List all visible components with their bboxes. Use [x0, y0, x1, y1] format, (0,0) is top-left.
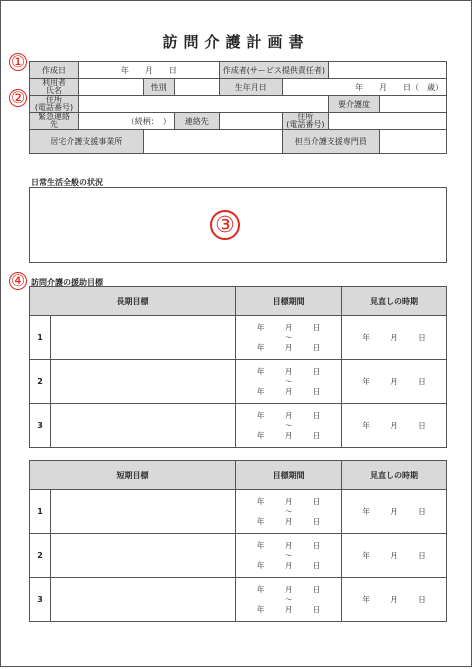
long-goal-cell[interactable] — [51, 404, 236, 448]
care-level-label: 要介護度 — [329, 96, 380, 113]
date-day: 日 — [312, 516, 321, 526]
marker-2: ② — [10, 88, 26, 107]
short-goal-cell[interactable] — [51, 534, 236, 578]
short-review-header: 見直しの時期 — [342, 461, 447, 490]
date-year: 年 — [362, 506, 370, 516]
date-tilde: ～ — [284, 550, 293, 560]
long-period-cell[interactable] — [236, 360, 342, 404]
date-year: 年 — [256, 540, 265, 550]
relation-value[interactable]: （続柄： ） — [79, 113, 175, 130]
date-month: 月 — [284, 366, 293, 376]
creator-value[interactable] — [329, 62, 447, 79]
emergency-contact-label: 緊急連絡 先 — [30, 113, 79, 130]
date-day: 日 — [312, 496, 321, 506]
long-goal-cell[interactable] — [51, 316, 236, 360]
short-goal-header: 短期目標 — [30, 461, 236, 490]
date-tilde: ～ — [284, 420, 293, 430]
date-year: 年 — [256, 516, 265, 526]
short-row-number: 3 — [30, 578, 51, 622]
long-review-cell[interactable] — [342, 404, 447, 448]
long-period-cell[interactable] — [236, 404, 342, 448]
short-review-cell[interactable] — [342, 534, 447, 578]
user-name-value[interactable] — [79, 79, 144, 96]
date-year: 年 — [362, 376, 370, 386]
long-row-number: 3 — [30, 404, 51, 448]
date-month: 月 — [284, 342, 293, 352]
date-year: 年 — [362, 420, 370, 430]
date-year: 年 — [256, 560, 265, 570]
marker-4: ④ — [10, 271, 26, 290]
page-title: 訪問介護計画書 — [162, 33, 310, 51]
long-review-header: 見直しの時期 — [342, 287, 447, 316]
date-month: 月 — [284, 496, 293, 506]
date-day: 日 — [312, 410, 321, 420]
marker-3: ③ — [210, 210, 240, 240]
sex-label: 性別 — [143, 79, 174, 96]
birth-date-value[interactable]: 年 月 日（ 歳） — [282, 79, 446, 96]
long-period-header: 目標期間 — [236, 287, 342, 316]
sex-value[interactable] — [174, 79, 219, 96]
short-term-goal-table — [29, 460, 447, 622]
date-year: 年 — [362, 550, 370, 560]
address-value[interactable] — [79, 96, 329, 113]
date-day: 日 — [312, 584, 321, 594]
date-tilde: ～ — [284, 594, 293, 604]
date-day: 日 — [312, 322, 321, 332]
date-day: 日 — [418, 506, 426, 516]
date-month: 月 — [284, 604, 293, 614]
date-day: 日 — [312, 540, 321, 550]
creator-label: 作成者(サービス提供責任者) — [219, 62, 328, 79]
date-tilde: ～ — [284, 332, 293, 342]
care-office-value[interactable] — [143, 130, 282, 154]
short-goal-cell[interactable] — [51, 578, 236, 622]
long-row-number: 2 — [30, 360, 51, 404]
care-manager-value[interactable] — [380, 130, 447, 154]
date-month: 月 — [284, 386, 293, 396]
date-tilde: ～ — [284, 506, 293, 516]
short-period-header: 目標期間 — [236, 461, 342, 490]
date-day: 日 — [418, 420, 426, 430]
date-day: 日 — [312, 342, 321, 352]
marker-1: ① — [10, 52, 26, 71]
date-year: 年 — [256, 322, 265, 332]
date-day: 日 — [418, 594, 426, 604]
date-day: 日 — [312, 430, 321, 440]
date-month: 月 — [284, 410, 293, 420]
short-goal-cell[interactable] — [51, 490, 236, 534]
contact-label: 連絡先 — [174, 113, 219, 130]
created-date-label: 作成日 — [30, 62, 79, 79]
date-month: 月 — [284, 584, 293, 594]
date-day: 日 — [312, 560, 321, 570]
address-label: 住所 (電話番号) — [30, 96, 79, 113]
date-day: 日 — [312, 366, 321, 376]
date-year: 年 — [256, 430, 265, 440]
short-review-cell[interactable] — [342, 578, 447, 622]
short-review-cell[interactable] — [342, 490, 447, 534]
date-year: 年 — [362, 594, 370, 604]
long-term-goal-table — [29, 286, 447, 448]
short-row-number: 1 — [30, 490, 51, 534]
goal-section-label: 訪問介護の援助目標 — [31, 278, 103, 287]
date-year: 年 — [256, 366, 265, 376]
long-period-cell[interactable] — [236, 316, 342, 360]
basic-info-table — [29, 61, 447, 154]
date-month: 月 — [390, 506, 398, 516]
user-name-label: 利用者 氏名 — [30, 79, 79, 96]
short-row-number: 2 — [30, 534, 51, 578]
date-month: 月 — [284, 516, 293, 526]
contact-value[interactable] — [219, 113, 282, 130]
long-review-cell[interactable] — [342, 360, 447, 404]
date-month: 月 — [390, 332, 398, 342]
created-date-value[interactable]: 年 月 日 — [79, 62, 220, 79]
date-year: 年 — [256, 342, 265, 352]
date-month: 月 — [390, 376, 398, 386]
short-period-cell[interactable] — [236, 578, 342, 622]
date-day: 日 — [418, 376, 426, 386]
date-year: 年 — [256, 386, 265, 396]
date-month: 月 — [390, 420, 398, 430]
date-month: 月 — [284, 540, 293, 550]
date-month: 月 — [284, 430, 293, 440]
care-level-value[interactable] — [380, 96, 447, 113]
contact-address-value[interactable] — [329, 113, 447, 130]
date-day: 日 — [418, 332, 426, 342]
daily-life-section-label: 日常生活全般の状況 — [31, 178, 103, 187]
long-goal-cell[interactable] — [51, 360, 236, 404]
date-tilde: ～ — [284, 376, 293, 386]
short-period-cell[interactable] — [236, 534, 342, 578]
date-year: 年 — [256, 604, 265, 614]
date-year: 年 — [256, 410, 265, 420]
contact-address-label: 住所 (電話番号) — [282, 113, 328, 130]
date-month: 月 — [390, 550, 398, 560]
date-month: 月 — [284, 322, 293, 332]
long-goal-header: 長期目標 — [30, 287, 236, 316]
date-month: 月 — [390, 594, 398, 604]
date-day: 日 — [418, 550, 426, 560]
date-year: 年 — [256, 496, 265, 506]
date-year: 年 — [256, 584, 265, 594]
birth-date-label: 生年月日 — [219, 79, 282, 96]
date-month: 月 — [284, 560, 293, 570]
care-office-label: 居宅介護支援事業所 — [30, 130, 144, 154]
care-manager-label: 担当介護支援専門員 — [282, 130, 379, 154]
date-day: 日 — [312, 604, 321, 614]
long-row-number: 1 — [30, 316, 51, 360]
short-period-cell[interactable] — [236, 490, 342, 534]
long-review-cell[interactable] — [342, 316, 447, 360]
date-year: 年 — [362, 332, 370, 342]
date-day: 日 — [312, 386, 321, 396]
